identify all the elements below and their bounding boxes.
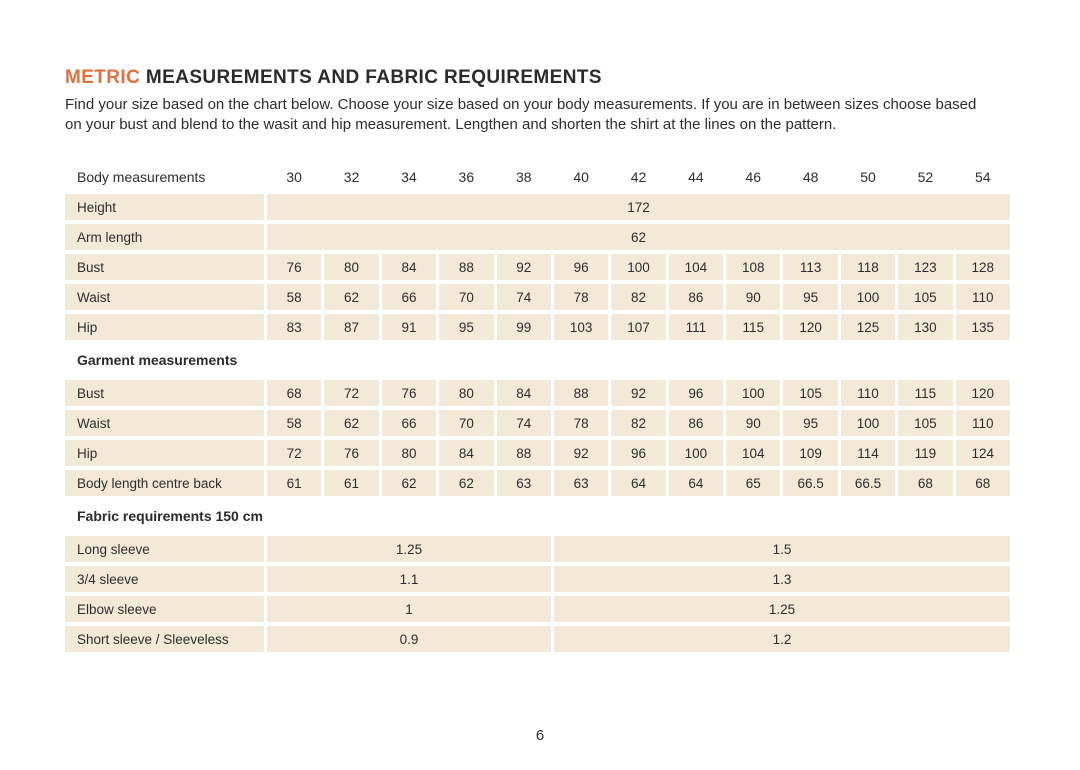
size-column-header: 30 (286, 169, 302, 185)
table-cell: 58 (267, 410, 321, 436)
table-cell: 76 (324, 440, 378, 466)
table-cell: 83 (267, 314, 321, 340)
table-cell: 78 (554, 410, 608, 436)
table-cell: 64 (611, 470, 665, 496)
table-cell: 72 (324, 380, 378, 406)
table-cell: 92 (497, 254, 551, 280)
table-cell: 108 (726, 254, 780, 280)
table-cell: 109 (783, 440, 837, 466)
column-header-label: Body measurements (77, 169, 206, 185)
table-cell: 80 (439, 380, 493, 406)
table-cell: 66 (382, 410, 436, 436)
table-cell: 82 (611, 284, 665, 310)
table-cell: 58 (267, 284, 321, 310)
size-column-header: 48 (802, 169, 819, 185)
table-cell: 123 (898, 254, 952, 280)
table-cell: 76 (267, 254, 321, 280)
table-cell: 92 (611, 380, 665, 406)
table-cell: 84 (439, 440, 493, 466)
table-cell: 90 (726, 410, 780, 436)
row-label: 3/4 sleeve (65, 566, 264, 592)
table-cell: 86 (669, 284, 723, 310)
page-title-rest: MEASUREMENTS AND FABRIC REQUIREMENTS (140, 67, 602, 88)
table-cell: 61 (324, 470, 378, 496)
table-cell: 115 (726, 314, 780, 340)
row-label: Hip (65, 314, 264, 340)
page-title-highlight: METRIC (65, 67, 141, 88)
table-cell: 110 (956, 410, 1010, 436)
table-cell: 66.5 (841, 470, 895, 496)
table-cell: 82 (611, 410, 665, 436)
page-number: 6 (535, 727, 545, 744)
table-cell-left-span: 0.9 (267, 626, 551, 652)
table-cell: 124 (956, 440, 1010, 466)
size-column-header: 40 (573, 169, 589, 185)
table-cell: 113 (783, 254, 837, 280)
table-cell: 88 (554, 380, 608, 406)
section-header: Fabric requirements 150 cm (77, 508, 263, 524)
table-cell: 62 (382, 470, 436, 496)
table-cell: 114 (841, 440, 895, 466)
table-cell: 100 (726, 380, 780, 406)
table-cell: 119 (898, 440, 952, 466)
table-cell: 80 (324, 254, 378, 280)
row-label: Body length centre back (65, 470, 264, 496)
table-cell: 68 (956, 470, 1010, 496)
table-cell: 105 (898, 284, 952, 310)
table-cell-right-span: 1.5 (554, 536, 1010, 562)
table-cell: 91 (382, 314, 436, 340)
row-label: Long sleeve (65, 536, 264, 562)
size-column-header: 36 (458, 169, 475, 185)
table-cell-left-span: 1 (267, 596, 551, 622)
table-cell: 92 (554, 440, 608, 466)
table-cell: 96 (554, 254, 608, 280)
table-cell: 74 (497, 284, 551, 310)
table-cell: 95 (783, 410, 837, 436)
table-cell: 68 (898, 470, 952, 496)
table-cell: 96 (611, 440, 665, 466)
table-cell: 130 (898, 314, 952, 340)
table-cell: 65 (726, 470, 780, 496)
table-cell: 95 (783, 284, 837, 310)
size-table (65, 164, 1010, 652)
table-cell: 107 (611, 314, 665, 340)
table-cell: 110 (841, 380, 895, 406)
size-column-header: 38 (515, 169, 532, 185)
table-cell: 63 (497, 470, 551, 496)
table-cell: 96 (669, 380, 723, 406)
size-column-header: 44 (688, 169, 704, 185)
table-cell: 63 (554, 470, 608, 496)
row-label: Hip (65, 440, 264, 466)
table-cell: 120 (956, 380, 1010, 406)
table-cell: 87 (324, 314, 378, 340)
table-cell: 62 (324, 284, 378, 310)
size-column-header: 32 (343, 169, 360, 185)
table-cell: 62 (439, 470, 493, 496)
row-label: Bust (65, 254, 264, 280)
table-cell: 84 (497, 380, 551, 406)
table-cell: 74 (497, 410, 551, 436)
row-label: Waist (65, 410, 264, 436)
table-cell: 88 (439, 254, 493, 280)
table-cell: 72 (267, 440, 321, 466)
row-span-value: 172 (267, 194, 1010, 220)
table-cell: 84 (382, 254, 436, 280)
table-cell: 104 (669, 254, 723, 280)
table-cell: 88 (497, 440, 551, 466)
row-span-value: 62 (267, 224, 1010, 250)
table-cell: 105 (898, 410, 952, 436)
table-cell: 103 (554, 314, 608, 340)
table-cell: 99 (497, 314, 551, 340)
table-cell: 61 (267, 470, 321, 496)
table-cell: 70 (439, 284, 493, 310)
row-label: Height (65, 194, 264, 220)
table-cell: 125 (841, 314, 895, 340)
table-cell: 66 (382, 284, 436, 310)
row-label: Bust (65, 380, 264, 406)
table-cell: 135 (956, 314, 1010, 340)
table-cell: 78 (554, 284, 608, 310)
table-cell: 100 (669, 440, 723, 466)
table-cell: 80 (382, 440, 436, 466)
row-label: Waist (65, 284, 264, 310)
table-cell: 110 (956, 284, 1010, 310)
table-cell: 86 (669, 410, 723, 436)
table-cell-right-span: 1.3 (554, 566, 1010, 592)
table-cell-right-span: 1.25 (554, 596, 1010, 622)
table-cell: 105 (783, 380, 837, 406)
size-column-header: 34 (401, 169, 417, 185)
table-cell: 70 (439, 410, 493, 436)
table-cell: 128 (956, 254, 1010, 280)
table-cell: 100 (841, 284, 895, 310)
table-cell-left-span: 1.1 (267, 566, 551, 592)
table-cell: 111 (669, 314, 723, 340)
table-cell: 90 (726, 284, 780, 310)
size-column-header: 46 (745, 169, 762, 185)
size-column-header: 52 (917, 169, 934, 185)
table-cell: 100 (611, 254, 665, 280)
section-header: Garment measurements (77, 352, 238, 368)
table-cell: 120 (783, 314, 837, 340)
row-label: Elbow sleeve (65, 596, 264, 622)
size-column-header: 50 (860, 169, 876, 185)
table-cell: 95 (439, 314, 493, 340)
row-label: Arm length (65, 224, 264, 250)
table-cell: 68 (267, 380, 321, 406)
table-cell: 118 (841, 254, 895, 280)
size-column-header: 54 (975, 169, 991, 185)
table-cell: 104 (726, 440, 780, 466)
table-cell: 62 (324, 410, 378, 436)
table-cell-right-span: 1.2 (554, 626, 1010, 652)
row-label: Short sleeve / Sleeveless (65, 626, 264, 652)
table-cell: 66.5 (783, 470, 837, 496)
table-cell: 76 (382, 380, 436, 406)
table-cell: 100 (841, 410, 895, 436)
table-cell: 64 (669, 470, 723, 496)
table-cell: 115 (898, 380, 952, 406)
size-column-header: 42 (630, 169, 647, 185)
page-title (65, 66, 1015, 90)
table-cell-left-span: 1.25 (267, 536, 551, 562)
intro-paragraph: Find your size based on the chart below. Choose your size based on your body measurements. If you are in between sizes choose based on your bust and blend to the wasit and hip measurement. Lengthen and shorten the shirt at the lines on the pattern. (65, 96, 977, 133)
